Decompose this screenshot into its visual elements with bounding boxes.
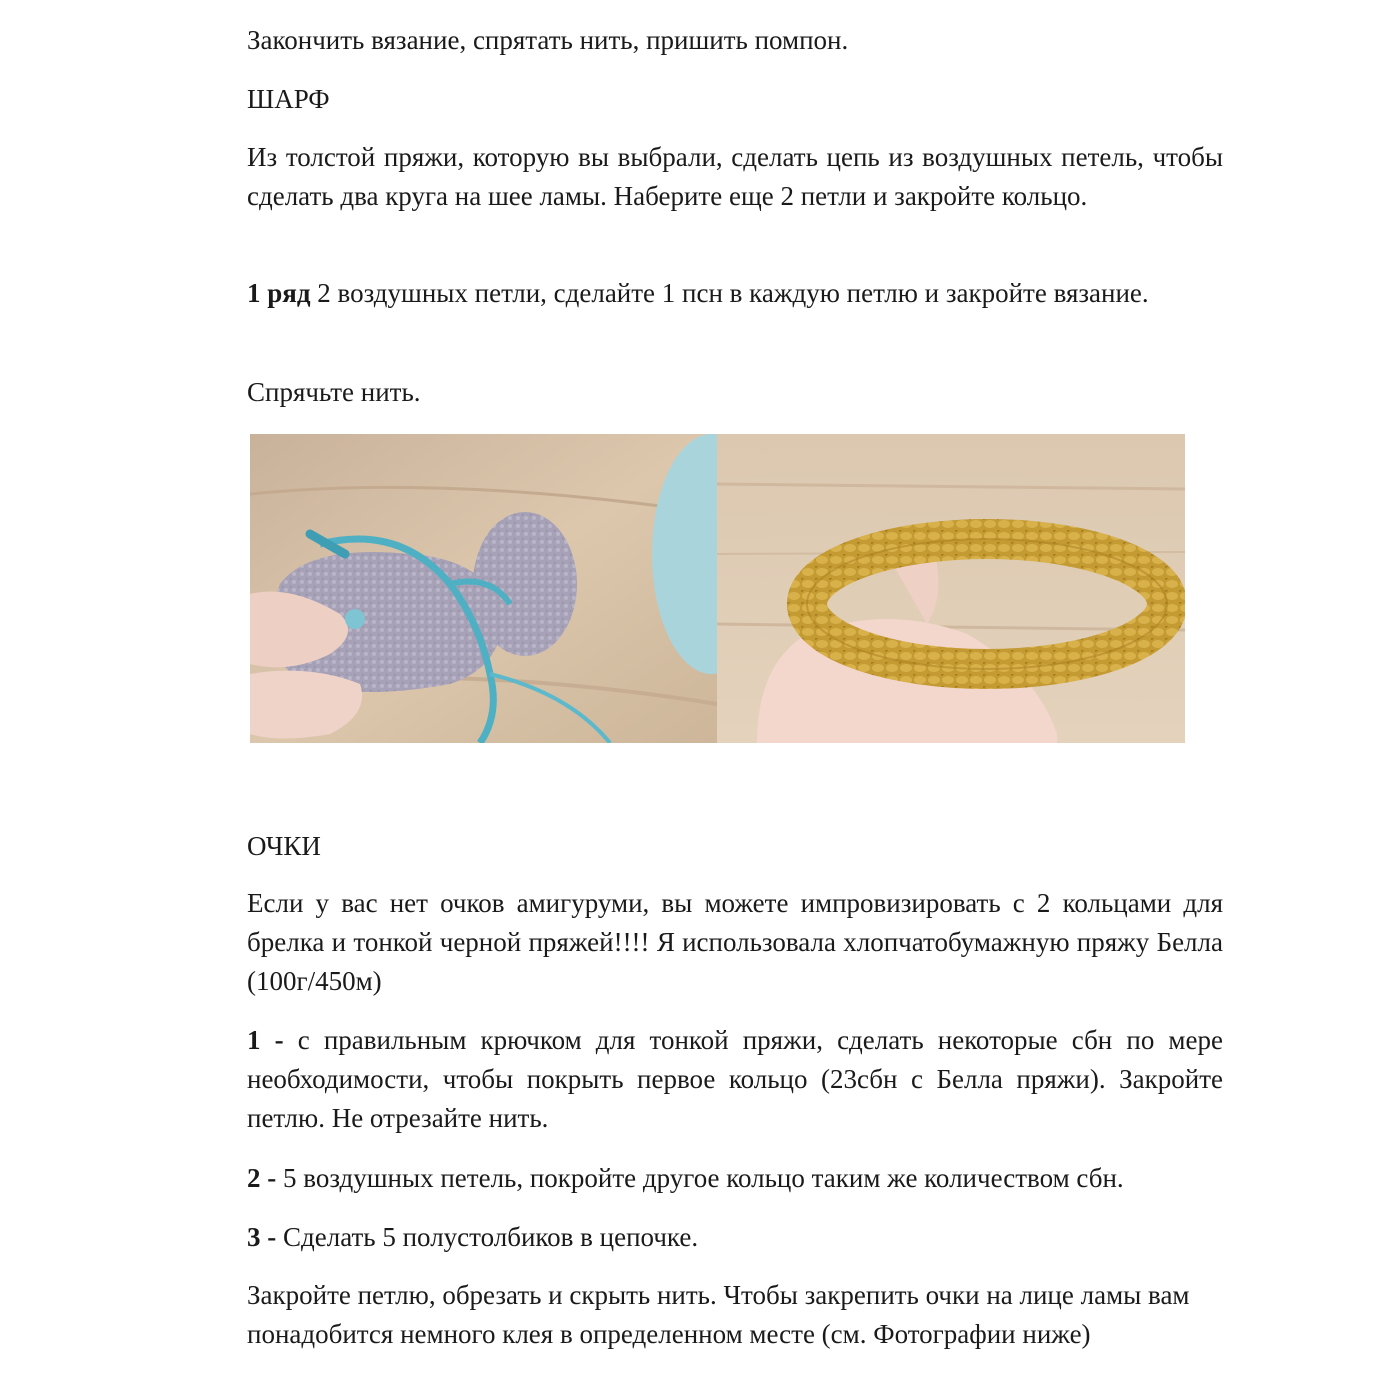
photo-crochet-chain: [250, 434, 717, 743]
step-label: 2 -: [247, 1163, 277, 1193]
glasses-paragraph: Если у вас нет очков амигуруми, вы можете импровизировать с 2 кольцами для брелка и тонкой черной пряжей!!!! Я использовала хлопчатобумажную пряжу Белла (100г/450м): [247, 888, 1223, 996]
scarf-hide-thread: Спрячьте нить.: [247, 377, 421, 407]
scarf-photos: [250, 434, 1185, 743]
glasses-closing-text: Закройте петлю, обрезать и скрыть нить. Чтобы закрепить очки на лице ламы вам понадобится немного клея в определенном месте (см. Фотографии ниже): [247, 1280, 1190, 1349]
step-text: с правильным крючком для тонкой пряжи, сделать некоторые сбн по мере необходимости, чтобы покрыть первое кольцо (23сбн с Белла пряжи). Закройте петлю. Не отрезайте нить.: [247, 1025, 1223, 1133]
scarf-heading: ШАРФ: [247, 84, 330, 114]
scarf-paragraph: Из толстой пряжи, которую вы выбрали, сделать цепь из воздушных петель, чтобы сделать два круга на шее ламы. Наберите еще 2 петли и закройте кольцо.: [247, 142, 1223, 211]
glasses-step-1: [247, 1021, 1223, 1138]
step-label: 1 -: [247, 1025, 284, 1055]
glasses-step-2: [247, 1159, 1223, 1198]
intro-text: Закончить вязание, спрятать нить, пришить помпон.: [247, 25, 849, 55]
step-text: Сделать 5 полустолбиков в цепочке.: [276, 1222, 699, 1252]
row-text: 2 воздушных петли, сделайте 1 псн в каждую петлю и закройте вязание.: [310, 278, 1149, 308]
photo-finished-scarf: [717, 434, 1185, 743]
scarf-row-1: [247, 274, 1223, 313]
glasses-heading: ОЧКИ: [247, 831, 321, 861]
glasses-step-3: [247, 1218, 1223, 1257]
step-label: 3 -: [247, 1222, 277, 1252]
row-label: 1 ряд: [247, 278, 311, 308]
step-text: 5 воздушных петель, покройте другое кольцо таким же количеством сбн.: [276, 1163, 1124, 1193]
